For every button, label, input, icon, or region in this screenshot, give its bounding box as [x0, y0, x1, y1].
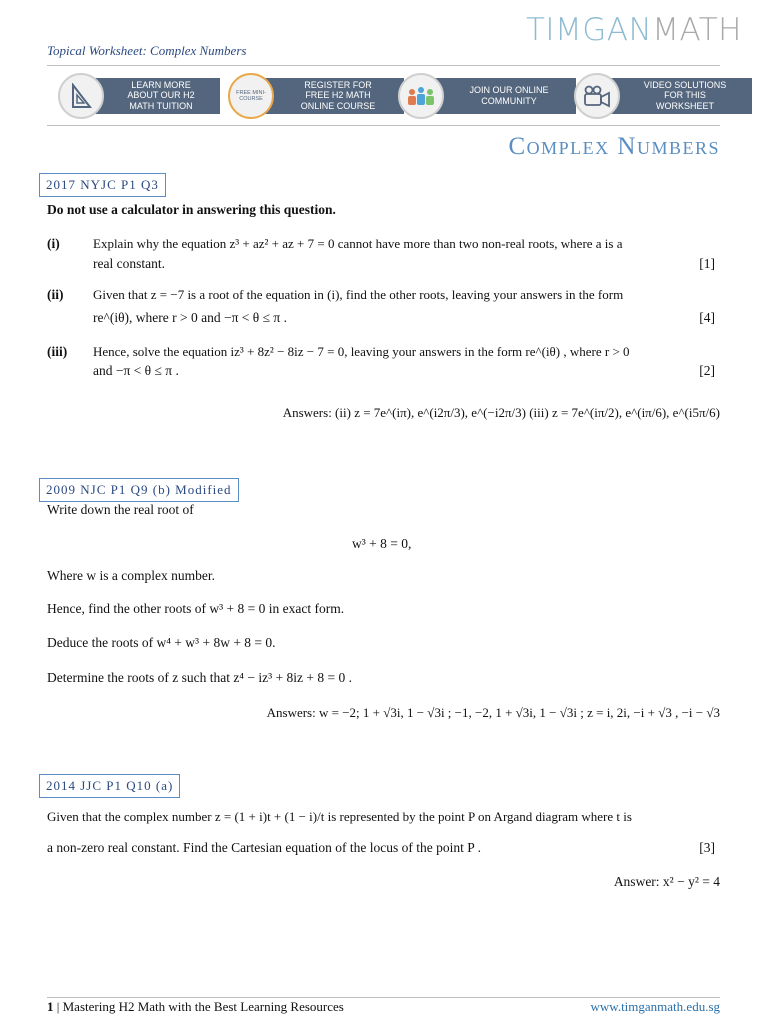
q1-part-i-text: Explain why the equation z³ + az² + az + 7 = 0 cannot have more than two non-real roots, where a is a — [93, 236, 623, 251]
q1-part-iii-mark: [2] — [699, 363, 715, 378]
q2-equation: w³ + 8 = 0, — [352, 536, 412, 551]
q2-line-5: Determine the roots of z such that z⁴ − iz³ + 8iz + 8 = 0 . — [47, 670, 353, 685]
page-title: Complex Numbers — [508, 133, 720, 160]
brand-part1: TIMGAN — [525, 12, 653, 48]
footer-tagline: Mastering H2 Math with the Best Learning Resources — [62, 999, 344, 1014]
banner-online-course-label: REGISTER FOR FREE H2 MATH ONLINE COURSE — [258, 78, 404, 114]
worksheet-subtitle: Topical Worksheet: Complex Numbers — [47, 43, 247, 58]
footer-text: 1 | Mastering H2 Math with the Best Learning Resources — [47, 999, 344, 1014]
banner-community[interactable] — [398, 73, 576, 118]
q1-part-i-label: (i) — [47, 236, 60, 251]
q1-part-iii-label: (iii) — [47, 344, 68, 359]
banner-tuition-label: LEARN MORE ABOUT OUR H2 MATH TUITION — [88, 78, 220, 114]
brand-part2: MATH — [652, 12, 742, 48]
q2-line-2: Where w is a complex number. — [47, 568, 215, 583]
q3-line-1: Given that the complex number z = (1 + i)t + (1 − i)/t is represented by the point P on Argand diagram where t is — [47, 809, 632, 824]
footer-website-link[interactable]: www.timganmath.edu.sg — [590, 999, 720, 1014]
q1-part-iii-text-2: and −π < θ ≤ π . — [93, 363, 179, 378]
set-square-icon — [58, 73, 104, 119]
question-tag-2: 2009 NJC P1 Q9 (b) Modified — [39, 478, 239, 502]
q1-part-ii-text: Given that z = −7 is a root of the equation in (i), find the other roots, leaving your answers in the form — [93, 287, 624, 302]
q2-answers: Answers: w = −2; 1 + √3i, 1 − √3i ; −1, −2, 1 + √3i, 1 − √3i ; z = i, 2i, −i + √3 , −i − √3 — [266, 705, 720, 720]
q1-answers: Answers: (ii) z = 7e^(iπ), e^(i2π/3), e^(−i2π/3) (iii) z = 7e^(iπ/2), e^(iπ/6), e^(i5π/6) — [282, 405, 720, 420]
brand-logo[interactable] — [526, 12, 742, 48]
q1-part-ii-label: (ii) — [47, 287, 64, 302]
banner-online-course[interactable] — [228, 73, 404, 118]
q3-line-2: a non-zero real constant. Find the Cartesian equation of the locus of the point P . — [47, 840, 482, 855]
question-tag-3: 2014 JJC P1 Q10 (a) — [39, 774, 180, 798]
page-number: 1 — [47, 999, 54, 1014]
q3-mark: [3] — [699, 840, 715, 855]
q2-line-3: Hence, find the other roots of w³ + 8 = 0 in exact form. — [47, 601, 345, 616]
banner-divider — [47, 125, 720, 126]
q1-part-ii-mark: [4] — [699, 310, 715, 325]
banner-tuition[interactable] — [58, 73, 220, 118]
banner-community-label: JOIN OUR ONLINE COMMUNITY — [428, 78, 576, 114]
question-tag-1: 2017 NYJC P1 Q3 — [39, 173, 166, 197]
q1-instruction: Do not use a calculator in answering this question. — [47, 202, 336, 217]
banner-video-label: VIDEO SOLUTIONS FOR THIS WORKSHEET — [604, 78, 752, 114]
banner-video-solutions[interactable] — [574, 73, 752, 118]
q1-part-ii-text-2: re^(iθ), where r > 0 and −π < θ ≤ π . — [93, 310, 287, 325]
free-mini-course-icon: FREE MINI-COURSE — [228, 73, 274, 119]
q1-part-iii-text: Hence, solve the equation iz³ + 8z² − 8iz − 7 = 0, leaving your answers in the form re^(iθ) , where r > 0 — [93, 344, 630, 359]
q3-answer: Answer: x² − y² = 4 — [613, 874, 720, 889]
video-camera-icon — [574, 73, 620, 119]
q1-part-i-text-2: real constant. — [93, 256, 165, 271]
community-people-icon — [398, 73, 444, 119]
header-divider — [47, 65, 720, 66]
footer-divider — [47, 997, 720, 998]
q2-line-1: Write down the real root of — [47, 502, 194, 517]
q2-line-4: Deduce the roots of w⁴ + w³ + 8w + 8 = 0. — [47, 635, 276, 650]
q1-part-i-mark: [1] — [699, 256, 715, 271]
